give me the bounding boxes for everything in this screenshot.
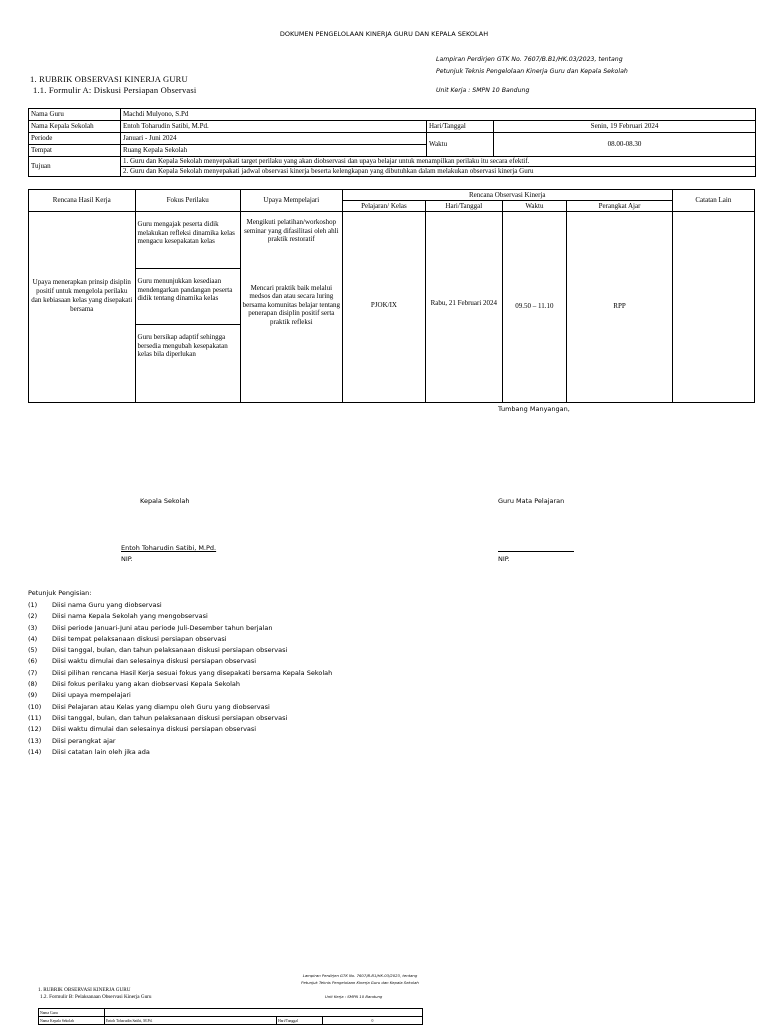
petunjuk-text: Diisi tempat pelaksanaan diskusi persiapan observasi <box>52 634 227 643</box>
petunjuk-number: (14) <box>28 747 42 756</box>
header-rencana-hasil: Rencana Hasil Kerja <box>29 190 136 212</box>
pelajaran-value: PJOK/IX <box>342 212 425 403</box>
periode-label: Periode <box>29 133 121 145</box>
petunjuk-number: (11) <box>28 713 42 722</box>
petunjuk-number: (2) <box>28 612 38 621</box>
signature-place: Tumbang Manyangan, <box>498 405 570 413</box>
hari-label: Hari/Tanggal <box>427 121 494 133</box>
document-title: DOKUMEN PENGELOLAAN KINERJA GURU DAN KEPALA SEKOLAH <box>279 30 489 38</box>
waktu-value: 08.00-08.30 <box>494 133 756 157</box>
periode-value: Januari - Juni 2024 <box>121 133 427 145</box>
catatan-value <box>672 212 754 403</box>
header-rencana-observasi: Rencana Observasi Kinerja <box>342 190 672 201</box>
tempat-value: Ruang Kepala Sekolah <box>121 145 427 157</box>
petunjuk-item <box>28 702 332 713</box>
kepala-label: Nama Kepala Sekolah <box>29 121 121 133</box>
hari-value: Senin, 19 Februari 2024 <box>494 121 756 133</box>
fokus-item-1: Guru mengajak peserta didik melakukan refleksi dinamika kelas mengacu kesepakatan kelas <box>137 220 235 245</box>
upaya-item-1: Mengikuti pelatihan/workoshop seminar yang difasilitasi oleh ahli praktik restoratif <box>244 218 339 243</box>
fokus-list <box>135 212 240 403</box>
unit-kerja: Unit Kerja : SMPN 10 Bandung <box>436 87 530 94</box>
header-catatan: Catatan Lain <box>672 190 754 212</box>
petunjuk-number: (3) <box>28 623 38 632</box>
nama-guru-label: Nama Guru <box>29 109 121 121</box>
petunjuk-item <box>28 668 332 679</box>
page2-lampiran-line-2: Petunjuk Teknis Pengelolaan Kinerja Guru dan Kepala Sekolah <box>301 980 419 985</box>
lampiran-line-2: Petunjuk Teknis Pengelolaan Kinerja Guru dan Kepala Sekolah <box>436 68 628 75</box>
page2-info-table <box>38 1008 423 1025</box>
upaya-item-2: Mencari praktik baik melalui medsos dan atau secara luring bersama komunitas belajar tentang penerapan disiplin positif serta praktik refleksi <box>242 283 340 326</box>
page2-kepala-label: Nama Kepala Sekolah <box>39 1017 105 1025</box>
hari-observasi-value: Rabu, 21 Februari 2024 <box>426 212 502 403</box>
page2-nama-guru-label: Nama Guru <box>39 1009 105 1017</box>
waktu-label: Waktu <box>427 133 494 157</box>
petunjuk-item <box>28 656 332 667</box>
petunjuk-text: Diisi upaya mempelajari <box>52 691 131 700</box>
petunjuk-number: (12) <box>28 725 42 734</box>
petunjuk-text: Diisi nama Guru yang diobservasi <box>52 601 162 609</box>
tujuan-item-1: 1. Guru dan Kepala Sekolah menyepakati target perilaku yang akan diobservasi dan upaya belajar untuk menampilkan perilaku itu secara efektif. <box>121 157 756 167</box>
tujuan-item-2: 2. Guru dan Kepala Sekolah menyepakati jadwal observasi kinerja beserta kelengkapan yang dibutuhkan dalam melakukan observasi kinerja Guru <box>121 167 756 177</box>
header-fokus: Fokus Perilaku <box>135 190 240 212</box>
tempat-label: Tempat <box>29 145 121 157</box>
header-hari: Hari/Tanggal <box>426 201 502 212</box>
info-table <box>28 108 756 177</box>
page2-subsection: 1.2. Formulir B: Pelaksanaan Observasi Kinerja Guru <box>40 994 152 1000</box>
page2-kepala-value: Entoh Toharudin Satibi, M.Pd. <box>105 1017 277 1025</box>
header-upaya: Upaya Mempelajari <box>240 190 342 212</box>
kepala-sekolah-label: Kepala Sekolah <box>140 497 190 505</box>
petunjuk-text: Diisi periode Januari-Juni atau periode Juli-Desember tahun berjalan <box>52 623 273 632</box>
petunjuk-text: Diisi waktu dimulai dan selesainya diskusi persiapan observasi <box>52 725 257 734</box>
page2-section: 1. RUBRIK OBSERVASI KINERJA GURU <box>38 987 131 993</box>
rencana-hasil-value: Upaya menerapkan prinsip disiplin positif untuk mengelola perilaku dan kebiasaan kelas yang disepakati bersama <box>29 212 136 403</box>
petunjuk-text: Diisi waktu dimulai dan selesainya diskusi persiapan observasi <box>52 657 257 666</box>
section-title: 1. RUBRIK OBSERVASI KINERJA GURU <box>30 74 188 84</box>
petunjuk-text: Diisi tanggal, bulan, dan tahun pelaksanaan diskusi persiapan observasi <box>52 646 288 655</box>
header-waktu: Waktu <box>502 201 567 212</box>
lampiran-reference <box>436 54 628 78</box>
tujuan-label: Tujuan <box>29 157 121 177</box>
petunjuk-number: (5) <box>28 646 38 655</box>
lampiran-line-1: Lampiran Perdirjen GTK No. 7607/B.B1/HK.03/2023, tentang <box>436 56 623 63</box>
petunjuk-number: (10) <box>28 702 42 711</box>
petunjuk-item <box>28 724 332 735</box>
guru-nip: NIP. <box>498 555 510 563</box>
petunjuk-text: Diisi pilihan rencana Hasil Kerja sesuai fokus yang disepakati bersama Kepala Sekolah <box>52 668 333 677</box>
guru-mapel-label: Guru Mata Pelajaran <box>498 497 565 505</box>
page2-lampiran <box>290 972 430 986</box>
petunjuk-item <box>28 747 332 758</box>
page2-heading <box>38 987 152 1001</box>
fokus-item-3: Guru bersikap adaptif sehingga bersedia mengubah kesepakatan kelas bila diperlukan <box>136 324 240 380</box>
petunjuk-item <box>28 713 332 724</box>
waktu-observasi-value: 09.50 – 11.10 <box>502 212 567 403</box>
page2-unit-kerja: Unit Kerja : SMPN 10 Bandung <box>325 994 383 999</box>
fokus-item-2: Guru menunjukkan kesediaan mendengarkan pandangan peserta didik tentang dinamika kelas <box>136 268 240 324</box>
petunjuk-number: (4) <box>28 634 38 643</box>
page2-hari-value: 0 <box>323 1017 423 1025</box>
petunjuk-text: Diisi perangkat ajar <box>52 736 116 745</box>
petunjuk-number: (6) <box>28 657 38 666</box>
kepala-value: Entoh Toharudin Satibi, M.Pd. <box>121 121 427 133</box>
petunjuk-item <box>28 645 332 656</box>
petunjuk-title: Petunjuk Pengisian: <box>28 589 92 597</box>
petunjuk-number: (13) <box>28 736 42 745</box>
page2-nama-guru-value <box>105 1009 423 1017</box>
petunjuk-item <box>28 736 332 747</box>
page2-hari-label: Hari/Tanggal <box>277 1017 323 1025</box>
petunjuk-number: (9) <box>28 691 38 700</box>
petunjuk-item <box>28 600 332 611</box>
kepala-nip: NIP. <box>121 555 133 563</box>
petunjuk-text: Diisi Pelajaran atau Kelas yang diampu oleh Guru yang diobservasi <box>52 702 270 711</box>
petunjuk-text: Diisi nama Kepala Sekolah yang mengobservasi <box>52 612 208 621</box>
petunjuk-text: Diisi fokus perilaku yang akan diobservasi Kepala Sekolah <box>52 680 240 689</box>
nama-guru-value: Machdi Mulyono, S.Pd <box>121 109 756 121</box>
petunjuk-item <box>28 634 332 645</box>
petunjuk-list <box>28 600 332 758</box>
header-pelajaran: Pelajaran/ Kelas <box>342 201 425 212</box>
petunjuk-number: (7) <box>28 668 38 677</box>
petunjuk-text: Diisi tanggal, bulan, dan tahun pelaksanaan diskusi persiapan observasi <box>52 713 288 722</box>
plan-table <box>28 189 755 403</box>
perangkat-value: RPP <box>567 212 672 403</box>
header-perangkat: Perangkat Ajar <box>567 201 672 212</box>
upaya-cell <box>240 212 342 403</box>
subsection-title: 1.1. Formulir A: Diskusi Persiapan Observasi <box>33 85 197 95</box>
section-heading <box>30 74 196 96</box>
kepala-sekolah-name: Entoh Toharudin Satibi, M.Pd. <box>121 544 217 552</box>
petunjuk-text: Diisi catatan lain oleh jika ada <box>52 747 150 756</box>
petunjuk-item <box>28 623 332 634</box>
guru-signature-line <box>498 551 574 552</box>
petunjuk-number: (1) <box>28 601 38 609</box>
petunjuk-item <box>28 679 332 690</box>
petunjuk-item <box>28 690 332 701</box>
page2-lampiran-line-1: Lampiran Perdirjen GTK No. 7607/B.B1/HK.03/2023, tentang <box>302 973 418 978</box>
petunjuk-item <box>28 611 332 622</box>
petunjuk-number: (8) <box>28 680 38 689</box>
